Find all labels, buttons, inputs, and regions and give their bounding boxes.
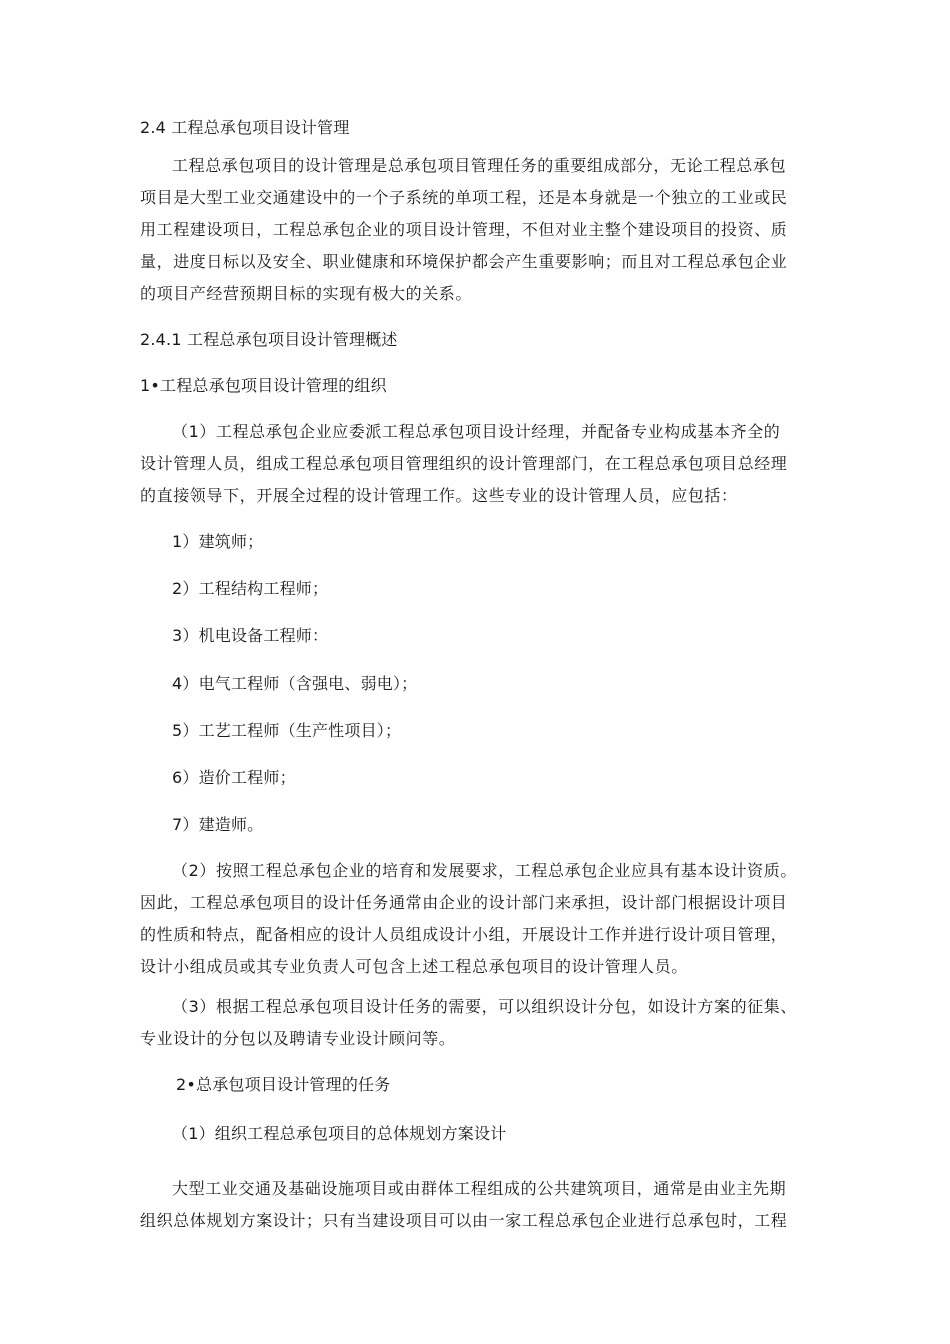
section-heading: 2.4 工程总承包项目设计管理 xyxy=(140,118,350,137)
item1-line: 的直接领导下，开展全过程的设计管理工作。这些专业的设计管理人员，应包括： xyxy=(140,486,738,505)
intro-line: 工程总承包项目的设计管理是总承包项目管理任务的重要组成部分，无论工程总承包 xyxy=(172,156,787,175)
item3-line: （3）根据工程总承包项目设计任务的需要，可以组织设计分包，如设计方案的征集、 xyxy=(172,997,797,1016)
item1-line: （1）工程总承包企业应委派工程总承包项目设计经理，并配备专业构成基本齐全的 xyxy=(172,422,781,441)
part2-title: 2•总承包项目设计管理的任务 xyxy=(176,1075,391,1094)
role-list-item: 2）工程结构工程师； xyxy=(172,579,329,598)
intro-line: 量，进度日标以及安全、职业健康和环境保护都会产生重要影响；而且对工程总承包企业 xyxy=(140,252,788,271)
role-list-item: 7）建造师。 xyxy=(172,815,264,834)
item3-line: 专业设计的分包以及聘请专业设计顾问等。 xyxy=(140,1029,456,1048)
role-list-item: 1）建筑师； xyxy=(172,532,264,551)
intro-line: 用工程建设项日，工程总承包企业的项目设计管理，不但对业主整个建设项目的投资、质 xyxy=(140,220,788,239)
item2-line: 的性质和特点，配备相应的设计人员组成设计小组，开展设计工作并进行设计项目管理， xyxy=(140,925,788,944)
item2-line: 设计小组成员或其专业负责人可包含上述工程总承包项目的设计管理人员。 xyxy=(140,957,688,976)
role-list-item: 5）工艺工程师（生产性项目）； xyxy=(172,721,402,740)
part2-para-line: 大型工业交通及基础设施项目或由群体工程组成的公共建筑项目，通常是由业主先期 xyxy=(172,1179,787,1198)
role-list-item: 4）电气工程师（含强电、弱电）； xyxy=(172,674,418,693)
part2-item1: （1）组织工程总承包项目的总体规划方案设计 xyxy=(172,1124,507,1143)
intro-line: 项目是大型工业交通建设中的一个子系统的单项工程，还是本身就是一个独立的工业或民 xyxy=(140,188,788,207)
subsection-heading: 2.4.1 工程总承包项目设计管理概述 xyxy=(140,330,398,349)
part1-title: 1•工程总承包项目设计管理的组织 xyxy=(140,376,387,395)
part2-para-line: 组织总体规划方案设计；只有当建设项目可以由一家工程总承包企业进行总承包时，工程 xyxy=(140,1211,788,1230)
role-list-item: 6）造价工程师； xyxy=(172,768,296,787)
item2-line: 因此，工程总承包项目的设计任务通常由企业的设计部门来承担，设计部门根据设计项目 xyxy=(140,893,788,912)
intro-line: 的项目产经营预期目标的实现有极大的关系。 xyxy=(140,284,473,303)
item1-line: 设计管理人员，组成工程总承包项目管理组织的设计管理部门，在工程总承包项目总经理 xyxy=(140,454,788,473)
role-list-item: 3）机电设备工程师： xyxy=(172,626,329,645)
item2-line: （2）按照工程总承包企业的培育和发展要求，工程总承包企业应具有基本设计资质。 xyxy=(172,861,797,880)
